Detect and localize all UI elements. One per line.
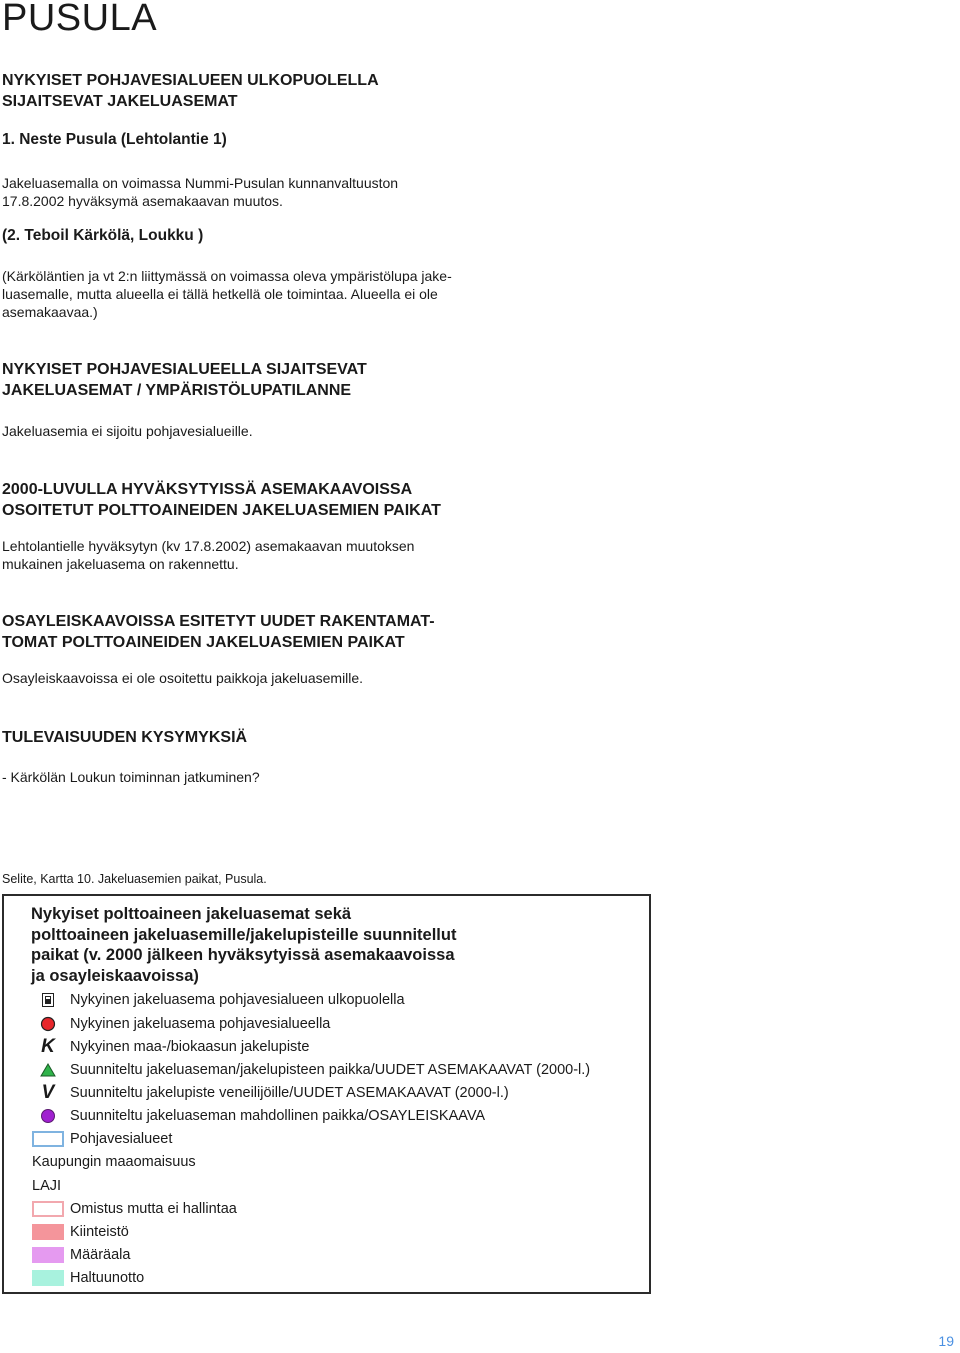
- subheading-neste-pusula: 1. Neste Pusula (Lehtolantie 1): [2, 131, 227, 148]
- page-number: 19: [938, 1333, 954, 1349]
- legend-item: [32, 1128, 172, 1150]
- text-future: - Kärkölän Loukun toiminnan jatkuminen?: [2, 769, 260, 785]
- violet-fill-box-icon: [32, 1244, 64, 1266]
- legend-label: Pohjavesialueet: [70, 1131, 173, 1147]
- pink-outline-box-icon: [32, 1198, 64, 1220]
- legend-item: [32, 1198, 237, 1220]
- legend-label: Suunniteltu jakeluaseman/jakelupisteen paikka/UUDET ASEMAKAAVAT (2000-l.): [70, 1062, 591, 1078]
- text-groundwater: Jakeluasemia ei sijoitu pohjavesialueille.: [2, 423, 253, 439]
- letter-k-icon: K: [41, 1036, 55, 1057]
- text-master-plans: Osayleiskaavoissa ei ole osoitettu paikkoja jakeluasemille.: [2, 670, 364, 686]
- blue-outline-box-icon: [32, 1128, 64, 1150]
- section-heading-groundwater: NYKYISET POHJAVESIALUEELLA SIJAITSEVAT JAKELUASEMAT / YMPÄRISTÖLUPATILANNE: [2, 361, 367, 399]
- text-neste-pusula: Jakeluasemalla on voimassa Nummi-Pusulan kunnanvaltuuston 17.8.2002 hyväksymä asemakaavan muutos.: [2, 175, 399, 209]
- legend-caption: Selite, Kartta 10. Jakeluasemien paikat, Pusula.: [2, 872, 267, 886]
- legend-label: Haltuunotto: [70, 1270, 145, 1286]
- salmon-fill-box-icon: [32, 1221, 64, 1243]
- section-heading-future: TULEVAISUUDEN KYSYMYKSIÄ: [2, 729, 248, 746]
- legend-item: [32, 1013, 330, 1035]
- legend-item: [32, 1082, 509, 1104]
- legend-item: [32, 989, 405, 1011]
- text-teboil: (Kärköläntien ja vt 2:n liittymässä on voimassa oleva ympäristölupa jake- luasemalle, mutta alueella ei tällä hetkellä ole toimintaa. Alueella ei ole asemakaavaa.): [2, 268, 452, 320]
- legend-label: Nykyinen jakeluasema pohjavesialueella: [70, 1016, 331, 1032]
- ownership-title: Kaupungin maaomaisuus: [32, 1154, 196, 1170]
- green-triangle-icon: [32, 1059, 64, 1081]
- legend-label: Suunniteltu jakeluaseman mahdollinen paikka/OSAYLEISKAAVA: [70, 1108, 486, 1124]
- section-heading-outside-groundwater: NYKYISET POHJAVESIALUEEN ULKOPUOLELLA SIJAITSEVAT JAKELUASEMAT: [2, 72, 379, 110]
- legend-item: [32, 1221, 129, 1243]
- type-title: LAJI: [32, 1178, 62, 1194]
- aqua-fill-box-icon: [32, 1267, 64, 1289]
- legend-item: [32, 1059, 590, 1081]
- legend-label: Nykyinen maa-/biokaasun jakelupiste: [70, 1039, 310, 1055]
- legend-title: Nykyiset polttoaineen jakeluasemat sekä polttoaineen jakeluasemille/jakelupisteille suunnitellut paikat (v. 2000 jälkeen hyväksytyissä asemakaavoissa ja osayleiskaavoissa): [31, 905, 457, 985]
- legend-label: Nykyinen jakeluasema pohjavesialueen ulkopuolella: [70, 992, 405, 1008]
- red-circle-icon: [32, 1013, 64, 1035]
- map-legend: [2, 894, 651, 1294]
- legend-item: [32, 1036, 309, 1058]
- purple-circle-icon: [32, 1105, 64, 1127]
- subheading-teboil: (2. Teboil Kärkölä, Loukku ): [2, 227, 204, 244]
- legend-label: Määräala: [70, 1247, 131, 1263]
- letter-v-icon: V: [41, 1082, 55, 1103]
- legend-item: [32, 1244, 130, 1266]
- legend-label: Omistus mutta ei hallintaa: [70, 1201, 237, 1217]
- page-title: PUSULA: [2, 0, 158, 39]
- section-heading-2000s-plans: 2000-LUVULLA HYVÄKSYTYISSÄ ASEMAKAAVOISSA OSOITETUT POLTTOAINEIDEN JAKELUASEMIEN PAIKAT: [2, 481, 441, 519]
- section-heading-master-plans: OSAYLEISKAAVOISSA ESITETYT UUDET RAKENTAMAT- TOMAT POLTTOAINEIDEN JAKELUASEMIEN PAIKAT: [2, 613, 435, 651]
- text-2000s-plans: Lehtolantielle hyväksytyn (kv 17.8.2002) asemakaavan muutoksen mukainen jakeluasema on rakennettu.: [2, 538, 415, 572]
- legend-item: [32, 1267, 144, 1289]
- legend-label: Suunniteltu jakelupiste veneilijöille/UUDET ASEMAKAAVAT (2000-l.): [70, 1085, 509, 1101]
- legend-label: Kiinteistö: [70, 1224, 129, 1240]
- legend-item: [32, 1105, 485, 1127]
- pump-icon: [32, 989, 64, 1011]
